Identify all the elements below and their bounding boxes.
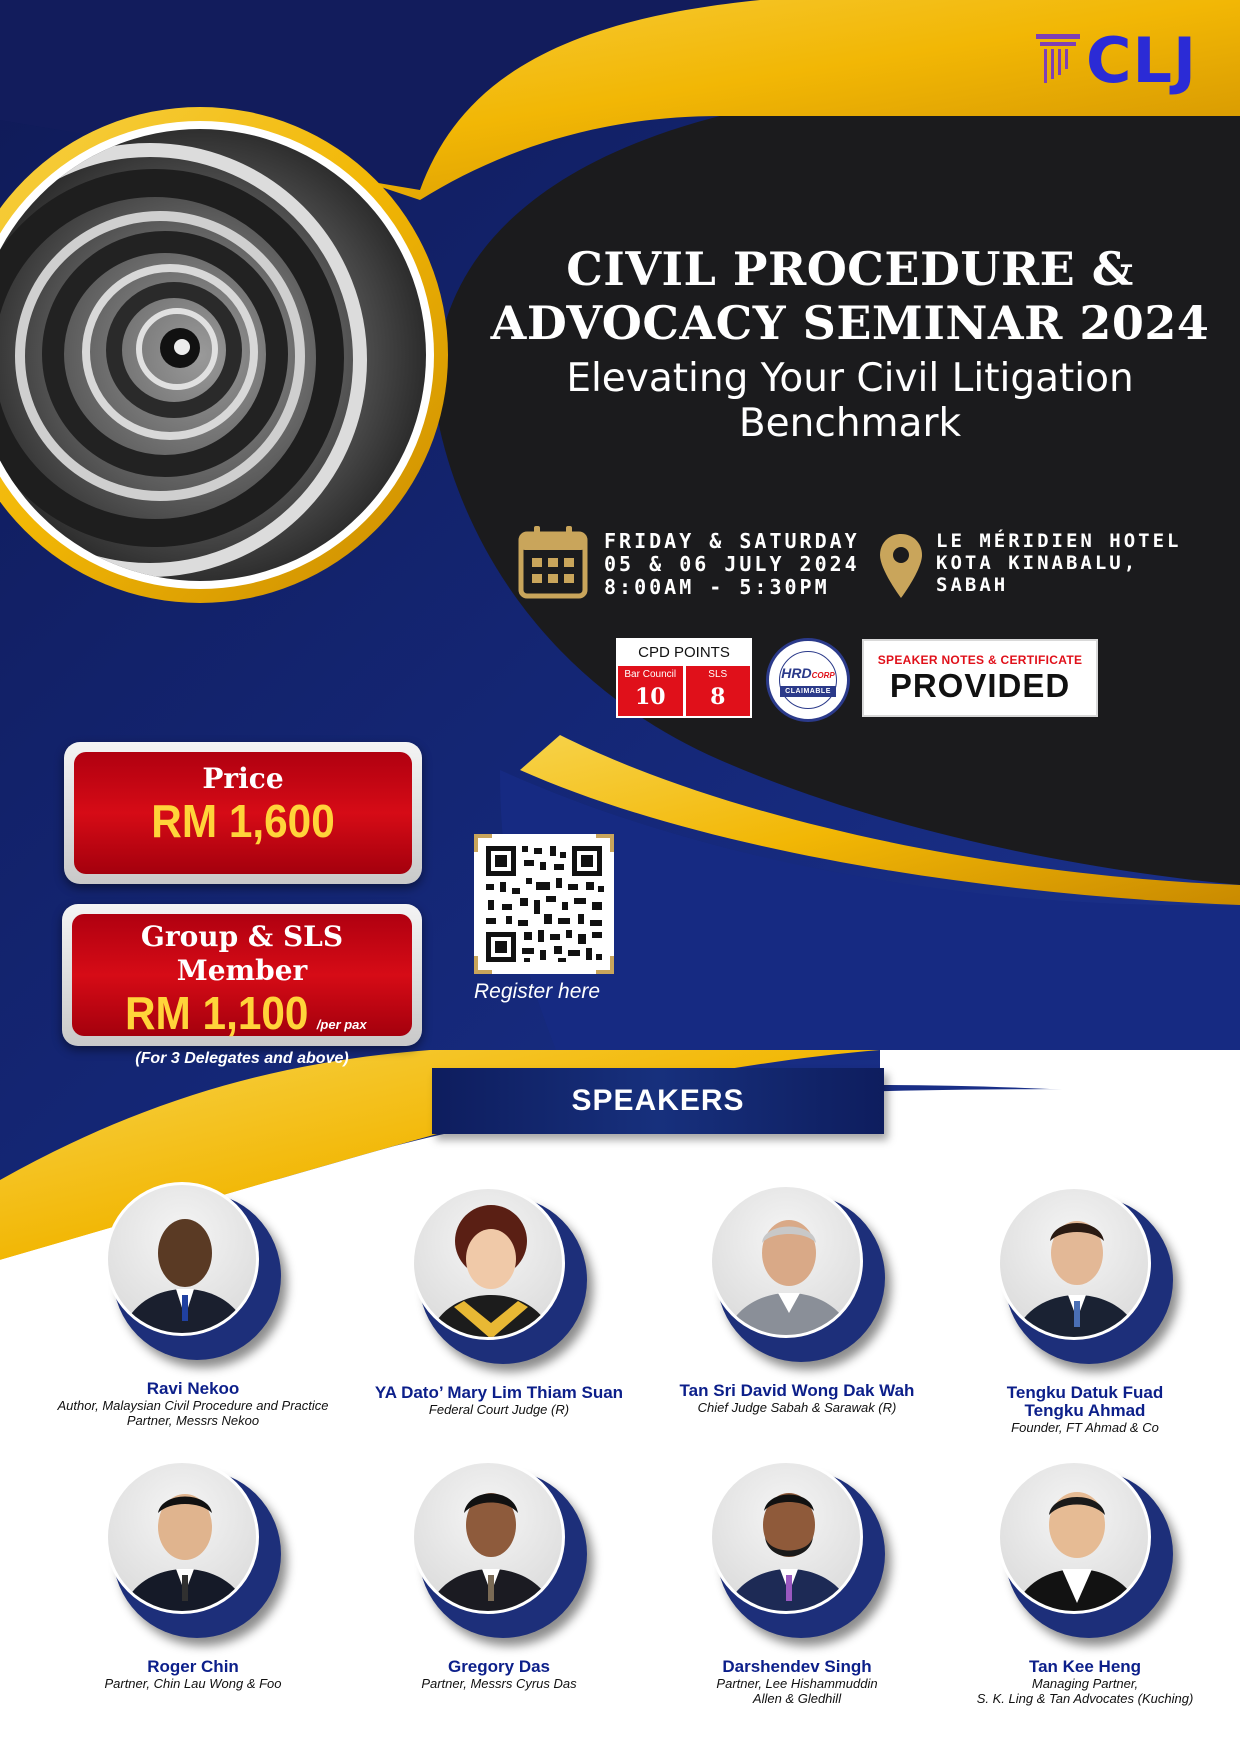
speaker-portrait-icon — [712, 1187, 863, 1338]
speaker-role: Partner, Messrs Cyrus Das — [421, 1676, 577, 1691]
subtitle-line-2: Benchmark — [738, 401, 962, 446]
speaker-name: Darshendev Singh — [722, 1657, 872, 1676]
title-block — [470, 242, 1230, 446]
speaker-role: Founder, FT Ahmad & Co — [1011, 1420, 1159, 1435]
cpd-sls-label: SLS — [708, 669, 728, 680]
speaker-photo — [997, 1460, 1173, 1636]
speaker-portrait-icon — [414, 1189, 565, 1340]
speaker-name: YA Dato’ Mary Lim Thiam Suan — [374, 1383, 624, 1402]
speaker-card — [334, 1186, 664, 1417]
speaker-card — [632, 1184, 962, 1415]
clj-logo — [1036, 24, 1216, 97]
cpd-bar-council — [618, 666, 683, 716]
date-text — [604, 530, 860, 599]
title-line-2: ADVOCACY SEMINAR 2024 — [490, 296, 1210, 350]
hrd-corp-claimable-seal — [766, 638, 850, 722]
speaker-photo — [709, 1460, 885, 1636]
price-group-unit: /per pax — [316, 1017, 367, 1032]
speaker-name-line-2: Tengku Ahmad — [1024, 1401, 1146, 1420]
subtitle-line-1: Elevating Your Civil Litigation — [566, 356, 1134, 401]
speaker-photo — [997, 1186, 1173, 1362]
speaker-portrait-icon — [108, 1463, 259, 1614]
speaker-card — [920, 1186, 1240, 1435]
venue-text — [936, 530, 1181, 596]
speaker-name: Tengku Datuk Fuad — [1006, 1383, 1164, 1402]
speaker-photo — [709, 1184, 885, 1360]
speaker-portrait-icon — [1000, 1463, 1151, 1614]
venue-line-1: LE MÉRIDIEN HOTEL — [936, 530, 1182, 552]
speaker-card — [334, 1460, 664, 1691]
speaker-portrait-icon — [414, 1463, 565, 1614]
price-standard-label: Price — [202, 762, 284, 795]
hrd-logo — [780, 666, 836, 683]
price-group-note: (For 3 Delegates and above) — [135, 1050, 349, 1067]
price-standard-box — [64, 742, 422, 884]
cpd-heading: CPD POINTS — [638, 644, 730, 661]
speaker-name: Tan Kee Heng — [1028, 1657, 1142, 1676]
speaker-role: S. K. Ling & Tan Advocates (Kuching) — [976, 1691, 1194, 1706]
price-group-label: Group & SLS Member — [140, 920, 344, 987]
speaker-role: Allen & Gledhill — [752, 1691, 842, 1706]
speaker-role: Partner, Lee Hishammuddin — [716, 1676, 878, 1691]
speaker-role: Chief Judge Sabah & Sarawak (R) — [697, 1400, 897, 1415]
pillar-icon — [1036, 34, 1080, 88]
hrd-logo-suffix: CORP — [811, 671, 835, 680]
logo-text: CLJ — [1086, 24, 1198, 97]
speaker-card — [28, 1182, 358, 1428]
speaker-name: Ravi Nekoo — [146, 1379, 240, 1398]
hrd-claimable-band: CLAIMABLE — [780, 686, 836, 697]
speaker-role: Federal Court Judge (R) — [428, 1402, 570, 1417]
title-line-1: CIVIL PROCEDURE & — [566, 242, 1134, 296]
speaker-photo — [105, 1460, 281, 1636]
notes-provided: PROVIDED — [889, 667, 1071, 704]
register-caption[interactable]: Register here — [474, 980, 601, 1003]
speaker-card — [28, 1460, 358, 1691]
speaker-notes-box — [862, 639, 1098, 717]
notes-caption: SPEAKER NOTES & CERTIFICATE — [877, 653, 1083, 667]
cpd-points-box — [616, 638, 752, 718]
speaker-photo — [411, 1460, 587, 1636]
calendar-icon — [518, 524, 588, 600]
speaker-role: Managing Partner, — [1031, 1676, 1139, 1691]
venue-line-3: SABAH — [936, 574, 1009, 596]
date-time: 8:00AM - 5:30PM — [604, 575, 830, 599]
speaker-role: Partner, Messrs Nekoo — [126, 1413, 260, 1428]
speaker-name: Roger Chin — [147, 1657, 239, 1676]
speaker-portrait-icon — [108, 1185, 259, 1336]
speaker-role: Partner, Chin Lau Wong & Foo — [104, 1676, 282, 1691]
hrd-logo-text: HRD — [781, 665, 812, 681]
date-dates: 05 & 06 JULY 2024 — [604, 552, 860, 576]
register-qr-code[interactable] — [474, 834, 614, 974]
speaker-photo — [105, 1182, 281, 1358]
location-pin-icon — [878, 532, 924, 600]
speaker-card — [632, 1460, 962, 1706]
cpd-bar-council-label: Bar Council — [624, 669, 677, 680]
speaker-portrait-icon — [1000, 1189, 1151, 1340]
price-group-box — [62, 904, 422, 1067]
speaker-photo — [411, 1186, 587, 1362]
speakers-heading: SPEAKERS — [432, 1068, 884, 1134]
cpd-sls — [686, 666, 751, 716]
speaker-name: Gregory Das — [447, 1657, 551, 1676]
speaker-name: Tan Sri David Wong Dak Wah — [679, 1381, 915, 1400]
speaker-portrait-icon — [712, 1463, 863, 1614]
price-group-value: RM 1,100 — [125, 987, 309, 1039]
speaker-role: Author, Malaysian Civil Procedure and Practice — [57, 1398, 329, 1413]
venue-line-2: KOTA KINABALU, — [936, 552, 1139, 574]
speaker-card — [920, 1460, 1240, 1706]
date-days: FRIDAY & SATURDAY — [604, 529, 860, 553]
cpd-bar-council-value: 10 — [634, 684, 666, 710]
price-standard-value: RM 1,600 — [151, 795, 335, 847]
cpd-sls-value: 8 — [710, 684, 726, 710]
